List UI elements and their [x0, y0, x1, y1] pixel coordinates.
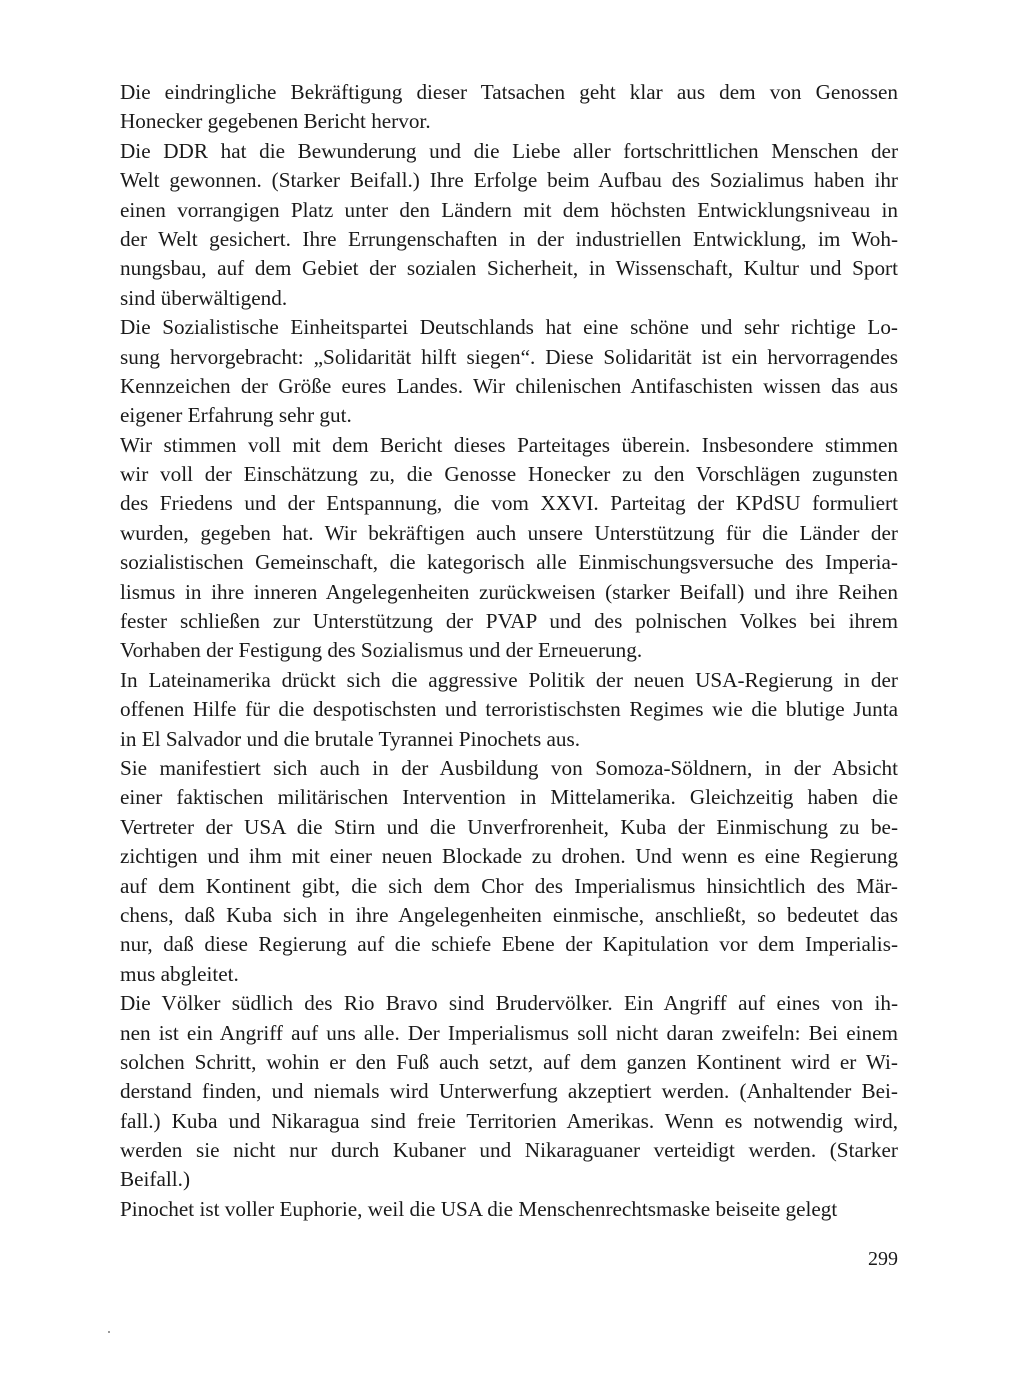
text-line: Vorhaben der Festigung des Sozialismus und der Erneuerung. [120, 638, 643, 663]
text-line: Beifall.) [120, 1167, 191, 1192]
text-line: Wir stimmen voll mit dem Bericht dieses Parteitages überein. Insbesondere stimmen [120, 432, 898, 457]
text-line: nen ist ein Angriff auf uns alle. Der Imperialismus soll nicht daran zweifeln: Bei einem [120, 1020, 898, 1045]
text-line: einer faktischen militärischen Intervention in Mittelamerika. Gleichzeitig haben die [120, 785, 898, 810]
text-line: eigener Erfahrung sehr gut. [120, 403, 352, 428]
text-line: chens, daß Kuba sich in ihre Angelegenheiten einmische, anschließt, so bedeutet das [120, 902, 898, 927]
text-line: In Lateinamerika drückt sich die aggressive Politik der neuen USA-Regierung in der [120, 667, 898, 692]
text-line: fester schließen zur Unterstützung der PVAP und des polnischen Volkes bei ihrem [120, 609, 898, 634]
text-line: lismus in ihre inneren Angelegenheiten zurückweisen (starker Beifall) und ihre Reihen [120, 579, 898, 604]
text-line: Welt gewonnen. (Starker Beifall.) Ihre Erfolge beim Aufbau des Sozialimus haben ihr [120, 168, 898, 193]
text-line: Sie manifestiert sich auch in der Ausbildung von Somoza-Söldnern, in der Absicht [120, 755, 898, 780]
paragraph [120, 666, 898, 754]
text-line: derstand finden, und niemals wird Unterwerfung akzeptiert werden. (Anhaltender Bei- [120, 1079, 898, 1104]
text-line: Honecker gegebenen Bericht hervor. [120, 109, 431, 134]
text-line: Die eindringliche Bekräftigung dieser Tatsachen geht klar aus dem von Genossen [120, 80, 898, 104]
text-line: zichtigen und ihm mit einer neuen Blockade zu drohen. Und wenn es eine Regierung [120, 844, 898, 869]
scan-speck [108, 1331, 110, 1333]
text-line: solchen Schritt, wohin er den Fuß auch setzt, auf dem ganzen Kontinent wird er Wi- [120, 1049, 898, 1074]
text-line: wurden, gegeben hat. Wir bekräftigen auch unsere Unterstützung für die Länder der [120, 520, 898, 545]
text-line: auf dem Kontinent gibt, die sich dem Chor des Imperialismus hinsichtlich des Mär- [120, 873, 898, 898]
text-line: mus abgleitet. [120, 961, 239, 986]
text-line: Die Sozialistische Einheitspartei Deutschlands hat eine schöne und sehr richtige Lo- [120, 315, 898, 340]
text-line: Die DDR hat die Bewunderung und die Liebe aller fortschrittlichen Menschen der [120, 138, 898, 163]
text-line: offenen Hilfe für die despotischsten und terroristischsten Regimes wie die blutige Junta [120, 697, 898, 722]
text-line: des Friedens und der Entspannung, die vom XXVI. Parteitag der KPdSU formuliert [120, 491, 898, 516]
text-line: nur, daß diese Regierung auf die schiefe Ebene der Kapitulation vor dem Imperialis- [120, 932, 898, 957]
text-line: Vertreter der USA die Stirn und die Unverfrorenheit, Kuba der Einmischung zu be- [120, 814, 898, 839]
text-line: nungsbau, auf dem Gebiet der sozialen Sicherheit, in Wissenschaft, Kultur und Sport [120, 256, 898, 281]
paragraph [120, 78, 898, 137]
text-line: sozialistischen Gemeinschaft, die kategorisch alle Einmischungsversuche des Imperia- [120, 550, 898, 575]
paragraph [120, 754, 898, 989]
text-line: einen vorrangigen Platz unter den Ländern mit dem höchsten Entwicklungsniveau in [120, 197, 898, 222]
text-line: Die Völker südlich des Rio Bravo sind Brudervölker. Ein Angriff auf eines von ih- [120, 991, 898, 1016]
text-line: fall.) Kuba und Nikaragua sind freie Territorien Amerikas. Wenn es notwendig wird, [120, 1108, 898, 1133]
text-line: sind überwältigend. [120, 285, 288, 310]
text-line: Pinochet ist voller Euphorie, weil die USA die Menschenrechtsmaske beiseite gelegt [120, 1196, 838, 1221]
paragraph [120, 313, 898, 431]
paragraph [120, 989, 898, 1195]
text-line: Kennzeichen der Größe eures Landes. Wir chilenischen Antifaschisten wissen das aus [120, 373, 898, 398]
text-line: der Welt gesichert. Ihre Errungenschaften in der industriellen Entwicklung, im Woh- [120, 226, 898, 251]
paragraph [120, 431, 898, 666]
paragraph [120, 137, 898, 313]
text-line: werden sie nicht nur durch Kubaner und Nikaraguaner verteidigt werden. (Starker [120, 1138, 898, 1163]
page-number: 299 [868, 1248, 898, 1270]
body-text [120, 78, 898, 1224]
text-line: sung hervorgebracht: „Solidarität hilft siegen“. Diese Solidarität ist ein hervorragendes [120, 344, 898, 369]
text-line: in El Salvador und die brutale Tyrannei Pinochets aus. [120, 726, 581, 751]
text-line: wir voll der Einschätzung zu, die Genosse Honecker zu den Vorschlägen zugunsten [120, 462, 898, 487]
paragraph [120, 1195, 898, 1224]
